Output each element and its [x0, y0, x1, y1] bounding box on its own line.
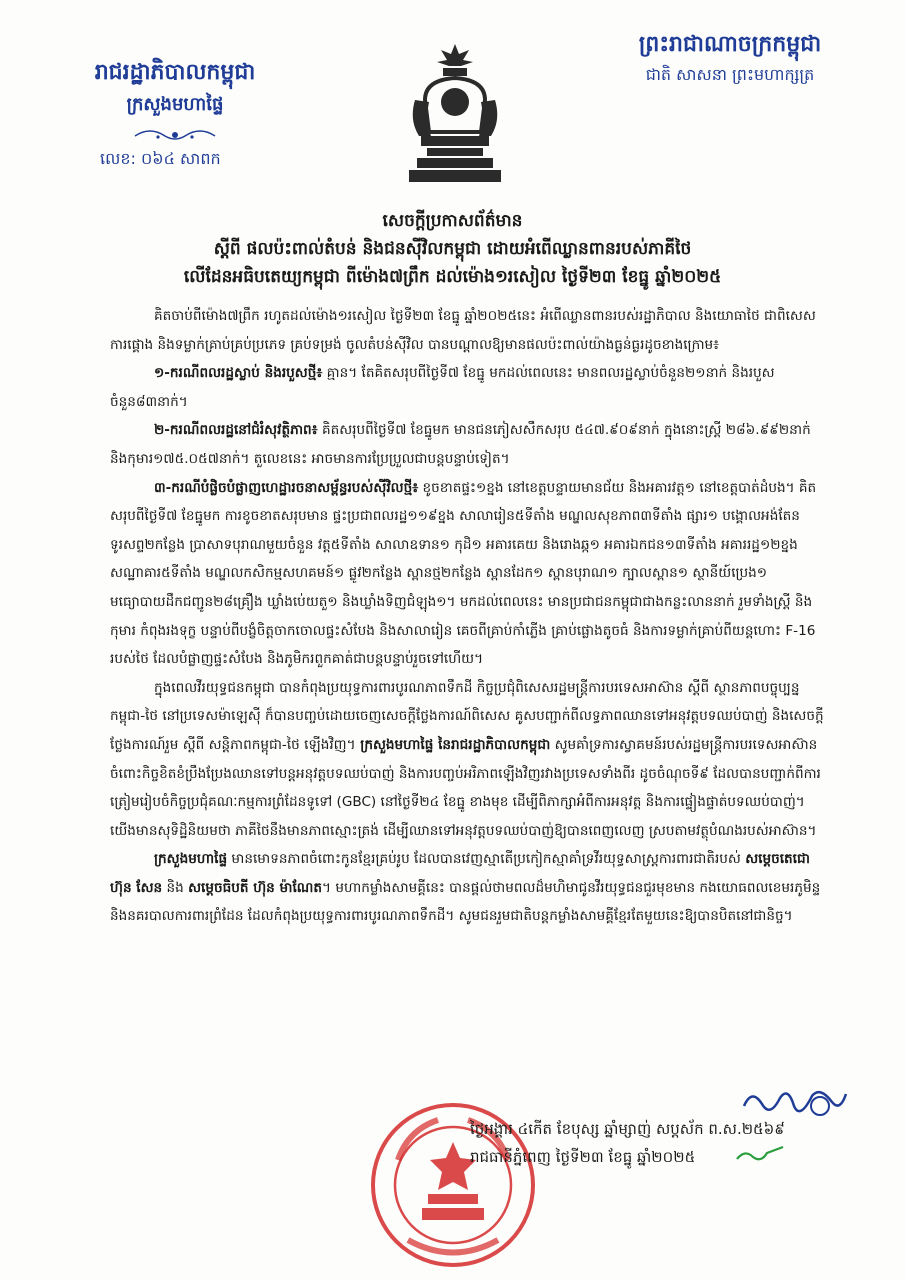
reference-number: លេខ: ០៦៤ សាពក [100, 149, 221, 168]
paragraph-asean [110, 674, 830, 846]
document-body [110, 302, 830, 931]
closing-lunar-date: ថ្ងៃអង្គារ ៤កើត ខែបុស្ស ឆ្នាំម្សាញ់ សប្តស័ក ព.ស.២៥៦៩ [470, 1120, 785, 1138]
casualties-text: គ្មាន។ តែគិតសរុបពីថ្ងៃទី៧ ខែធ្នូ មកដល់ពេលនេះ មានពលរដ្ឋស្លាប់ចំនួន២១នាក់ និងរបួសចំនួន៨៣នាក់។ [110, 365, 775, 410]
paragraph-evacuees [110, 416, 830, 473]
government-name: រាជរដ្ឋាភិបាលកម្ពុជា [94, 60, 256, 85]
document-subject-line-1: ស្តីពី ផលប៉ះពាល់តំបន់ និងជនស៊ីវិលកម្ពុជា ដោយអំពើឈ្លានពានរបស់ភាគីថៃ [213, 239, 692, 259]
solidarity-text-2: ។ មហាកម្លាំងសាមគ្គីនេះ បានផ្តល់ថាមពលដ៏មហិមាជូនវីរយុទ្ធជនជួរមុខមាន កងយោធពលខេមរភូមិន្ទ និងនគរបាលការពារព្រំដែន ដែលកំពុងប្រយុទ្ធការពារបូរណភាពទឹកដី។ សូមជនរួមជាតិបន្តកម្លាំងសាមគ្គីខ្មែរតែមួយនេះឱ្យបានបិតនៅជានិច្ច។ [110, 879, 821, 925]
paragraph-solidarity [110, 845, 830, 931]
paragraph-casualties [110, 359, 830, 416]
royal-emblem-icon [395, 40, 515, 190]
paragraph-intro: គិតចាប់ពីម៉ោង៧ព្រឹក រហូតដល់ម៉ោង១រសៀល ថ្ងៃទី២៣ ខែធ្នូ ឆ្នាំ២០២៥នេះ អំពើឈ្លានពានរបស់រដ្ឋាភិបាល និងយោធាថៃ ជាពិសេសការផ្គោង និងទម្លាក់គ្រាប់គ្រប់ប្រភេទ គ្រប់ទម្រង់ ចូលតំបន់ស៊ីវិល បានបណ្តាលឱ្យមានផលប៉ះពាល់យ៉ាងធ្ងន់ធ្ងរដូចខាងក្រោម៖ [110, 308, 816, 353]
document-subject-line-2: លើដែនអធិបតេយ្យកម្ពុជា ពីម៉ោង៧ព្រឹក ដល់ម៉ោង១រសៀល ថ្ងៃទី២៣ ខែធ្នូ ឆ្នាំ២០២៥ [183, 267, 722, 287]
infrastructure-text: ខូចខាតផ្ទះ១ខ្នង នៅខេត្តបន្ទាយមានជ័យ និងអគារវត្ត១ នៅខេត្តបាត់ដំបង។ គិតសរុបពីថ្ងៃទី៧ ខែធ្នូមក ការខូចខាតសរុបមាន ផ្ទះប្រជាពលរដ្ឋ១១៩ខ្នង សាលារៀន៥ទីតាំង មណ្ឌលសុខភាព៣ទីតាំង ផ្សារ១ បង្គោលអង់តែនទូរសព្ទ២កន្លែង ប្រាសាទបុរាណមួយចំនួន វត្ត៥ទីតាំង សាលាឧទាន១ កុដិ១ អគារគេយ និងរោងឆ្ក១ អគារឯកជន១៣ទីតាំង អគាររដ្ឋ១២ខ្នង សណ្ឋាគារ៥ទីតាំង មណ្ឌលកសិកម្មសហគមន៍១ ផ្លូវ២កន្លែង ស្ពានថ្ម២កន្លែង ស្ពានដែក១ ស្ពានបុរាណ១ ក្បាលស្ពាន១ ស្ថានីយ៍ប្រេង១ មធ្យោបាយដឹកជញ្ជូន២៨គ្រឿង ឃ្លាំងបេ់យតួ១ និងឃ្លាំងទិញជំឡុង១។ មកដល់ពេលនេះ មានប្រជាជនកម្ពុជាជាងកន្លះលាននាក់ រួមទាំងស្ត្រី និងកុមារ កំពុងរងទុក្ខ បន្ទាប់ពីបង្ខំចិត្តចាកចោលផ្ទះសំបែង និងសាលារៀន គេចពីគ្រាប់កាំភ្លើង គ្រាប់ផ្លោងតូចធំ និងការទម្លាក់គ្រាប់ពីយន្តហោះ F-16 របស់ថៃ ដែលបំផ្លាញផ្ទះសំបែង និងភូមិករពួកគាត់ជាបន្តបន្ទាប់រួចទៅហើយ។ [110, 479, 817, 668]
solidarity-ministry: ក្រសួងមហាផ្ទៃ [154, 851, 228, 868]
evacuees-heading: ២-ករណីពលរដ្ឋនៅជំរំសុវត្ថិភាព៖ [154, 422, 318, 439]
ministry-statement-heading: ក្រសួងមហាផ្ទៃ នៃរាជរដ្ឋាភិបាលកម្ពុជា [355, 736, 551, 753]
paragraph-infrastructure [110, 474, 830, 674]
evacuees-text: គិតសរុបពីថ្ងៃទី៧ ខែធ្នូមក មានជនភៀសសឹកសរុប ៥៤៧.៩០៩នាក់ ក្នុងនោះស្ត្រី ២៨៦.៩៩២នាក់ និងកុមារ១៧៥.០៥៧នាក់។ តួលេខនេះ អាចមានការប្រែប្រួលជាបន្តបន្ទាប់ទៀត។ [110, 422, 811, 467]
handwritten-signature-icon [740, 1084, 850, 1124]
asean-text: ក្នុងពេលវីរយុទ្ធជនកម្ពុជា បានកំពុងប្រយុទ្ធការពារបូរណភាពទឹកដី កិច្ចប្រជុំពិសេសរដ្ឋមន្ត្រីការបរទេសអាស៊ាន ស្តីពី ស្ថានភាពបច្ចុប្បន្នកម្ពុជា-ថៃ នៅប្រទេសម៉ាឡេស៊ី ក៏បានបញ្ចប់ដោយចេញសេចក្តីថ្លែងការណ៍ពិសេស គូសបញ្ជាក់ពីលទ្ធភាពឈានទៅអនុវត្តបទឈប់បាញ់ និងសេចក្តីថ្លែងការណ៍រួម ស្តីពី សន្តិភាពកម្ពុជា-ថៃ ឡើងវិញ។ [110, 679, 824, 753]
document-type-title: សេចក្តីប្រកាសព័ត៌មាន [382, 211, 523, 231]
solidarity-conjunction: និង [162, 879, 189, 896]
national-motto: ជាតិ សាសនា ព្រះមហាក្សត្រ [645, 65, 815, 84]
ministry-name: ក្រសួងមហាផ្ទៃ [126, 94, 224, 115]
solidarity-text-1: មានមោទនភាពចំពោះកូនខ្មែរគ្រប់រូប ដែលបានវេញស្មាតើប្រកៀកស្មាគាំទ្រវីរយុទ្ធសាស្ត្រការពារជាតិរបស់ [227, 851, 746, 868]
ornament-divider-icon [130, 124, 220, 146]
kingdom-title: ព្រះរាជាណាចក្រកម្ពុជា [638, 32, 822, 57]
leader-name-2: សម្តេចធិបតី ហ៊ុន ម៉ាណែត [188, 879, 323, 896]
asean-support-text: សូមគាំទ្រការស្វាគមន៍របស់រដ្ឋមន្ត្រីការបរទេសអាស៊ាន ចំពោះកិច្ចខិតខំប្រឹងប្រែងឈានទៅបន្តអនុវត្តបទឈប់បាញ់ និងការបញ្ចប់អរិភាពឡើងវិញរវាងប្រទេសទាំងពីរ ដូចចំណុចទី៩ ដែលបានបញ្ជាក់ពីការត្រៀមរៀបចំកិច្ចប្រជុំគណៈកម្មការព្រំដែនទូទៅ (GBC) នៅថ្ងៃទី២៤ ខែធ្នូ ខាងមុខ ដើម្បីពិភាក្សាអំពីការអនុវត្ត និងការផ្ទៀងផ្ទាត់បទឈប់បាញ់។ យើងមានសុទិដ្ឋិនិយមថា ភាគីថៃនឹងមានភាពស្មោះត្រង់ ដើម្បីឈានទៅអនុវត្តបទឈប់បាញ់ឱ្យបានពេញលេញ ស្របតាមវត្ថុបំណងរបស់អាស៊ាន។ [110, 736, 821, 839]
closing-place-date: រាជធានីភ្នំពេញ ថ្ងៃទី២៣ ខែធ្នូ ឆ្នាំ២០២៥ [470, 1148, 696, 1166]
leader-name-1: សម្តេចតេជោ ហ៊ុន សែន [110, 851, 810, 896]
casualties-heading: ១-ករណីពលរដ្ឋស្លាប់ និងរបួសថ្មី៖ [154, 365, 323, 382]
infrastructure-heading: ៣-ករណីបំផ្លិចបំផ្លាញហេដ្ឋារចនាសម្ព័ន្ធរបស់ស៊ីវិលថ្មី៖ [154, 479, 419, 496]
